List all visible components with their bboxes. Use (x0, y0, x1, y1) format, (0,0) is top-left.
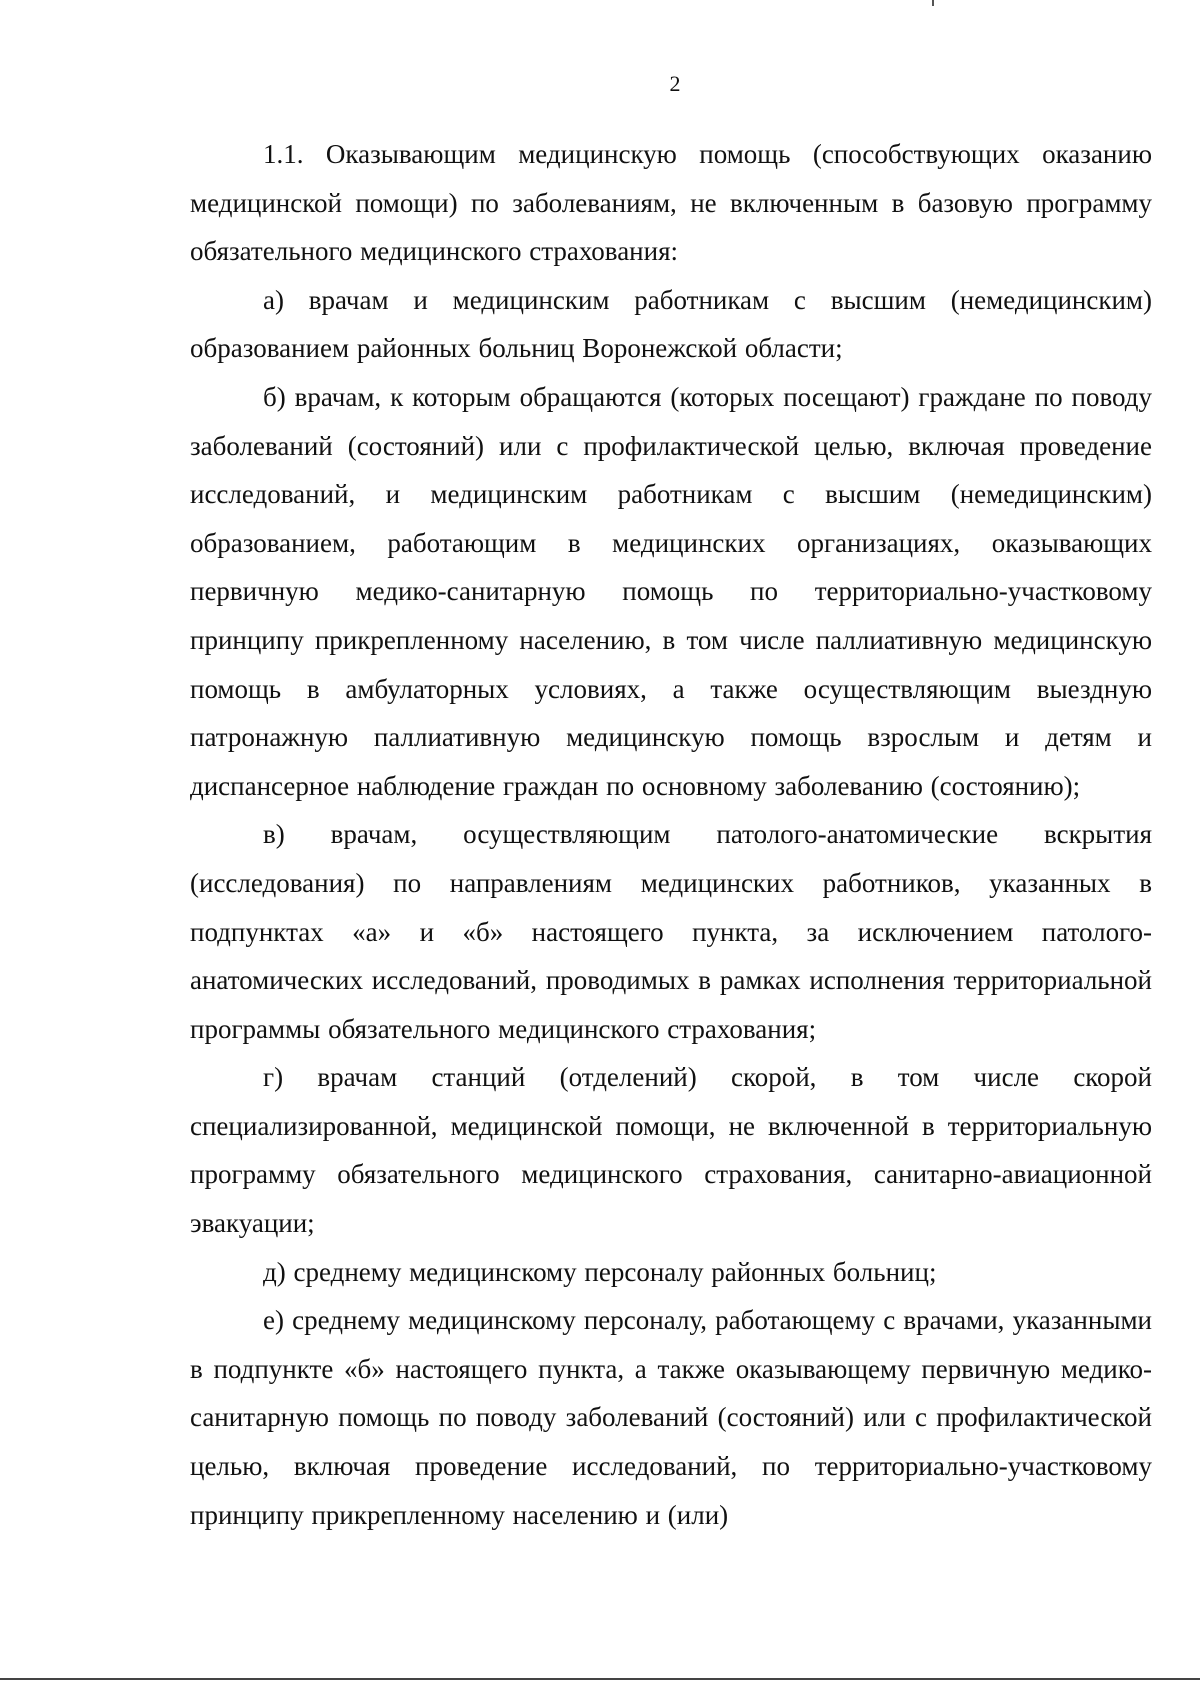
paragraph-item-d: д) среднему медицинскому персоналу районных больниц; (263, 1256, 937, 1287)
paragraph-item-e: е) среднему медицинскому персоналу, работающему с врачами, указанными в подпункте «б» настоящего пункта, а также оказывающему первичную медико-санитарную помощь по поводу заболеваний (состояний) или с профилактической целью, включая проведение исследований, по территориально-участковому принципу прикрепленному населению и (или) (190, 1305, 1152, 1530)
paragraph-item-b: б) врачам, к которым обращаются (которых посещают) граждане по поводу заболеваний (состояний) или с профилактической целью, включая проведение исследований, и медицинским работникам с высшим (немедицинским) образованием, работающим в медицинских организациях, оказывающих первичную медико-санитарную помощь по территориально-участковому принципу прикрепленному населению, в том числе паллиативную медицинскую помощь в амбулаторных условиях, а также осуществляющим выездную патронажную паллиативную медицинскую помощь взрослым и детям и диспансерное наблюдение граждан по основному заболеванию (состоянию); (190, 381, 1152, 801)
document-body (190, 130, 1152, 1539)
paragraph-item-g: г) врачам станций (отделений) скорой, в том числе скорой специализированной, медицинской помощи, не включенной в территориальную программу обязательного медицинского страхования, санитарно-авиационной эвакуации; (190, 1062, 1152, 1239)
paragraph-item-a: а) врачам и медицинским работникам с высшим (немедицинским) образованием районных больниц Воронежской области; (190, 284, 1152, 364)
paragraph-1-1: 1.1. Оказывающим медицинскую помощь (способствующих оказанию медицинской помощи) по заболеваниям, не включенным в базовую программу обязательного медицинского страхования: (190, 139, 1152, 267)
page-number: 2 (669, 71, 681, 96)
paragraph-item-v: в) врачам, осуществляющим патолого-анатомические вскрытия (исследования) по направлениям медицинских работников, указанных в подпунктах «а» и «б» настоящего пункта, за исключением патолого-анатомических исследований, проводимых в рамках исполнения территориальной программы обязательного медицинского страхования; (190, 819, 1152, 1044)
scan-mark (932, 0, 934, 6)
page-bottom-edge (0, 1678, 1200, 1680)
